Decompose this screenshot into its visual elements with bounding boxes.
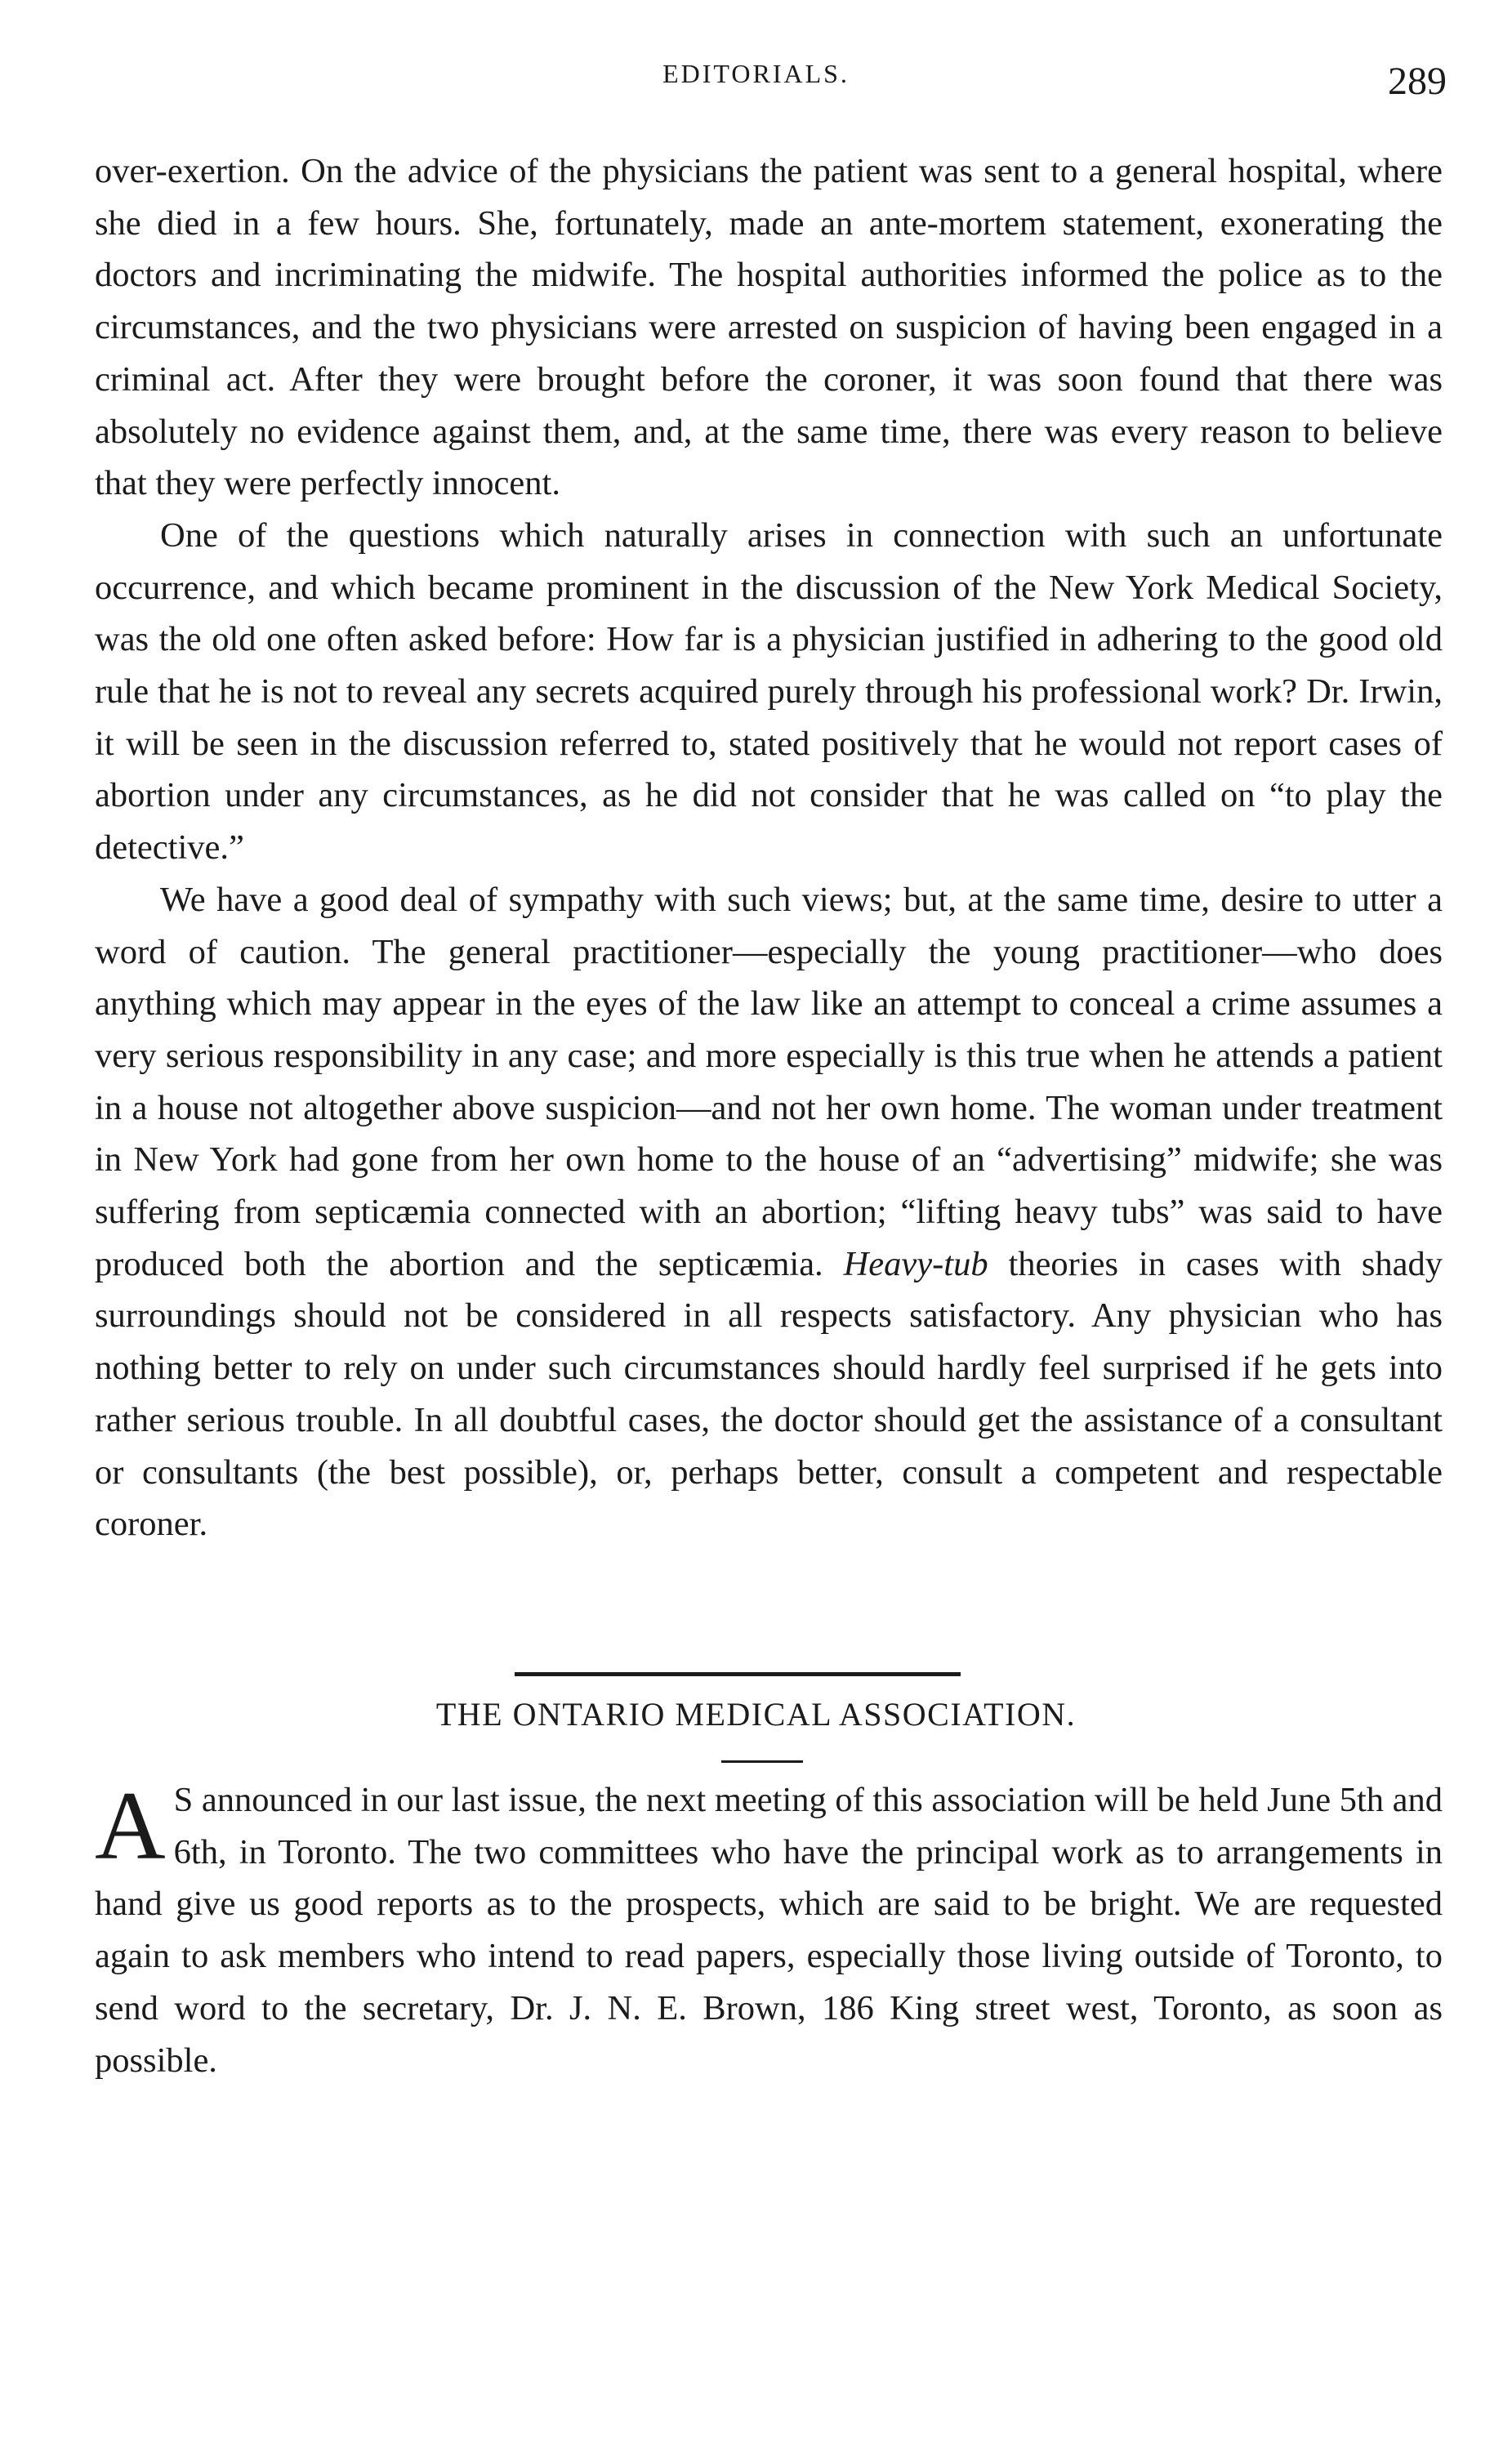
page-number: 289 — [1388, 60, 1447, 103]
paragraph-3 — [95, 874, 1443, 1550]
paragraph-2: One of the questions which naturally arises in connection with such an unfortunate occurrence, and which became prominent in the discussion of the New York Medical Society, was the old one often asked before: How far is a physician justified in adhering to the good old rule that he is not to reveal any secrets acquired purely through his professional work? Dr. Irwin, it will be seen in the discussion referred to, stated positively that he would not report cases of abortion under any circumstances, as he did not consider that he was called on “to play the detective.” — [95, 515, 1443, 868]
section-divider — [515, 1672, 961, 1676]
paragraph-3-italic: Heavy-tub — [843, 1244, 988, 1283]
editorial-continuation — [95, 145, 1443, 1550]
section-heading: THE ONTARIO MEDICAL ASSOCIATION. — [435, 1696, 1077, 1733]
paragraph-1: over-exertion. On the advice of the physicians the patient was sent to a general hospital, where she died in a few hours. She, fortunately, made an ante-mortem statement, exonerating the doctors and incriminating the midwife. The hospital authorities informed the police as to the circumstances, and the two physicians were arrested on suspicion of having been engaged in a criminal act. After they were brought before the coroner, it was soon found that there was absolutely no evidence against them, and, at the same time, there was every reason to believe that they were perfectly innocent. — [95, 152, 1443, 503]
ontario-association-article — [95, 1771, 1443, 2086]
paragraph-3-text-a: We have a good deal of sympathy with such views; but, at the same time, desire to utter a word of caution. The general practitioner—especially the young practitioner—who does anything which may appear in the eyes of the law like an attempt to conceal a crime assumes a very serious responsibility in any case; and more especially is this true when he attends a patient in a house not altogether above suspicion—and not her own home. The woman under treatment in New York had gone from her own home to the house of an “advertising” midwife; she was suffering from septicæmia connected with an abortion; “lifting heavy tubs” was said to have produced both the abortion and the septicæmia. — [95, 880, 1443, 1283]
running-head — [0, 59, 1512, 124]
association-paragraph — [95, 1771, 1443, 2086]
dropcap-letter: A — [95, 1771, 166, 1880]
heading-underline — [721, 1760, 803, 1763]
running-title: EDITORIALS. — [662, 59, 850, 88]
paragraph-3-text-b: theories in cases with shady surroundings should not be considered in all respects satisfactory. Any physician who has nothing better to rely on under such circumstances should hardly feel surprised if he gets into rather serious trouble. In all doubtful cases, the doctor should get the assistance of a consultant or consultants (the best possible), or, perhaps better, consult a competent and respectable coroner. — [95, 1244, 1443, 1544]
association-paragraph-text: S announced in our last issue, the next meeting of this association will be held June 5th and 6th, in Toronto. The two committees who have the principal work as to arrangements in hand give us good reports as to the prospects, which are said to be bright. We are requested again to ask members who intend to read papers, especially those living outside of Toronto, to send word to the secretary, Dr. J. N. E. Brown, 186 King street west, Toronto, as soon as possible. — [95, 1781, 1443, 2080]
